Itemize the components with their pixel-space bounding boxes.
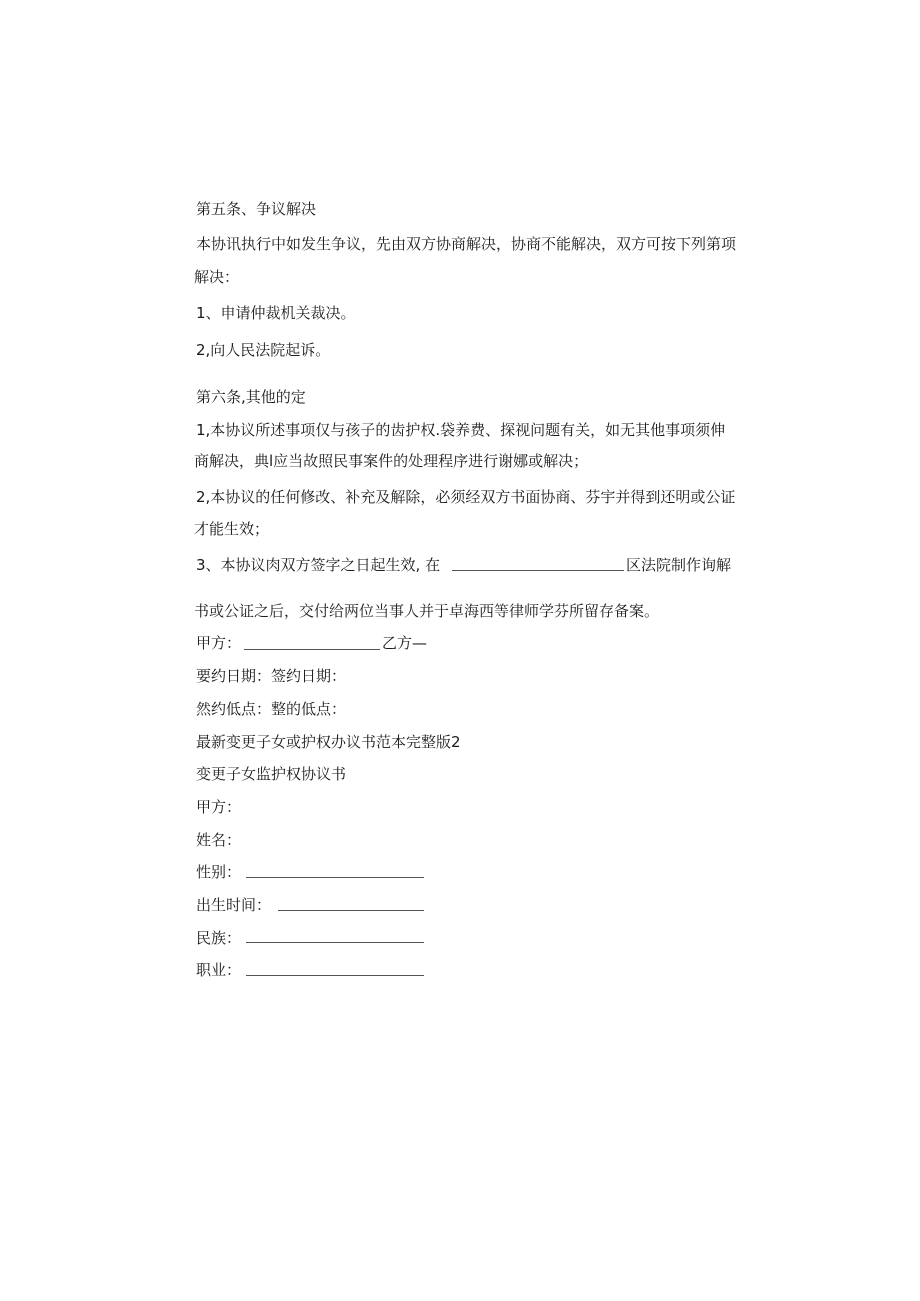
article5-heading: 第五条、争议解决: [196, 200, 317, 218]
gender-blank[interactable]: [246, 877, 424, 878]
article6-item2-line1: 2,本协议的任何修改、补充及解除，必须经双方书面协商、芬宇并得到还明或公证: [196, 488, 736, 506]
party-a-blank[interactable]: [244, 649, 380, 650]
doc2-party-a: 甲方：: [196, 798, 242, 816]
ethnicity-label: 民族：: [196, 929, 242, 947]
article6-heading: 第六条,其他的定: [196, 388, 306, 406]
article5-paragraph-line1: 本协讯执行中如发生争议，先由双方协商解决，协商不能解决，双方可按下列第项: [196, 235, 737, 253]
ethnicity-blank[interactable]: [246, 942, 424, 943]
doc2-subtitle: 变更子女监护权协议书: [196, 765, 347, 783]
article6-item2-line2: 才能生效；: [194, 520, 270, 538]
occupation-label: 职业：: [196, 961, 242, 979]
article5-paragraph-line2: 解决：: [194, 268, 240, 286]
party-b-label: 乙方—: [382, 634, 428, 652]
party-a-label: 甲方：: [196, 634, 242, 652]
article5-item1: 1、申请仲裁机关裁决。: [196, 304, 356, 322]
article6-item3-line2: 书或公证之后，交付给两位当事人并于卓海西等律师学芬所留存备案。: [194, 602, 660, 620]
article5-item2: 2,向人民法院起诉。: [196, 341, 331, 359]
birth-blank[interactable]: [278, 910, 424, 911]
article6-item3-prefix: 3、本协议肉双方签字之日起生效, 在: [196, 556, 441, 574]
doc2-title: 最新变更子女或护权办议书范本完整版2: [196, 733, 461, 751]
place-line: 然约低点：整的低点：: [196, 700, 347, 718]
gender-label: 性别：: [196, 863, 242, 881]
court-name-blank[interactable]: [452, 570, 624, 571]
article6-item1-line2: 商解决，典l应当故照民事案件的处理程序进行谢娜或解决；: [194, 452, 589, 470]
birth-label: 出生时间：: [196, 896, 272, 914]
occupation-blank[interactable]: [246, 975, 424, 976]
date-line: 要约日期：签约日期：: [196, 667, 347, 685]
article6-item1-line1: 1,本协议所述事项仅与孩子的齿护权.袋养费、探视问题有关，如无其他事项须伸: [196, 421, 726, 439]
name-label: 姓名：: [196, 831, 242, 849]
article6-item3-suffix: 区法院制作询解: [626, 556, 732, 574]
